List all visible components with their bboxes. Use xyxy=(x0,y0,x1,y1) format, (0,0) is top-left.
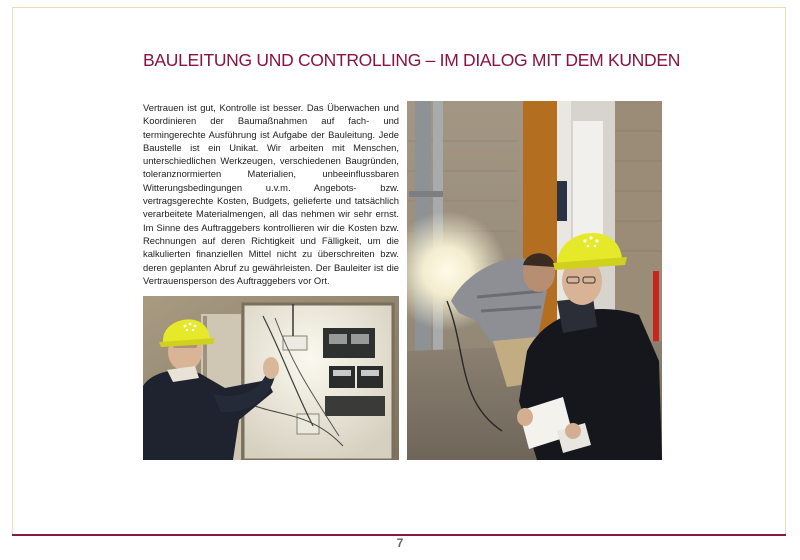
body-text: Vertrauen ist gut, Kontrolle ist besser. Das Überwachen und Koordinieren der Baumaßnahmen auf fach- und termingerechte Ausführung ist Aufgabe der Bauleitung. Jede Baustelle ist ein Unikat. Wir arbeiten mit Menschen, unterschiedlichen Werkzeugen, verschiedenen Baugründen, toleranznormierten Materialien, unbeeinflussbaren Witterungsbedingungen u.v.m. Angebots- bzw. vertragsgerechte Kosten, Budgets, gelieferte und tatsächlich verarbeitete Materialmengen, all das nehmen wir sehr ernst. Im Sinne des Auftraggebers kontrollieren wir die Kosten bzw. Rechnungen auf deren Richtigkeit und Fälligkeit, um die kalkulierten finanziellen Mittel nicht zu überschreiten bzw. deren geplanten Abruf zu gewährleisten. Der Bauleiter ist die Vertrauensperson des Auftraggebers vor Ort. xyxy=(143,102,399,286)
photo-site-inspection xyxy=(407,101,662,460)
page-frame xyxy=(12,7,786,535)
page-number: 7 xyxy=(396,536,404,550)
photo-electrician-fuse-box xyxy=(143,296,399,460)
page-title: BAULEITUNG UND CONTROLLING – IM DIALOG MIT DEM KUNDEN xyxy=(143,50,681,70)
